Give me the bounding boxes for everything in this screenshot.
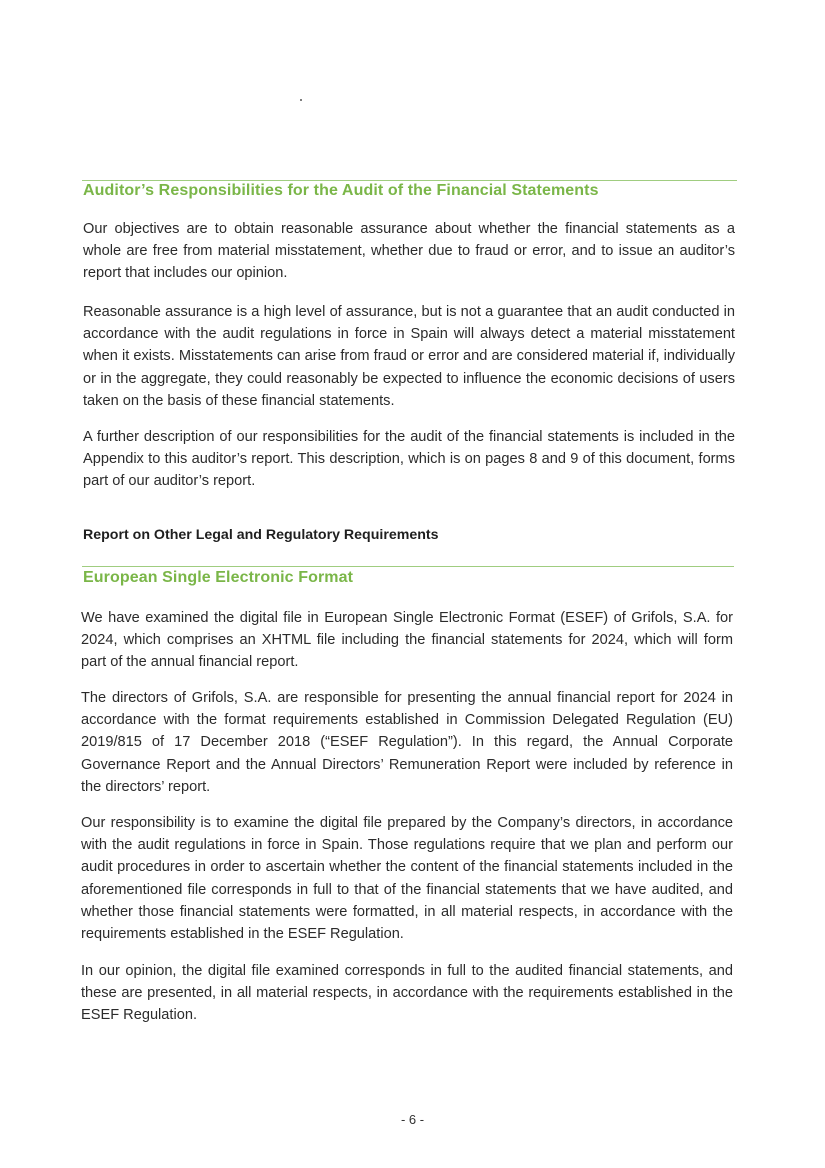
esef-paragraph-2: The directors of Grifols, S.A. are responsible for presenting the annual financial report for 2024 in accordance with the format requirements established in Commission Delegated Regulation (EU) 2019/815 of 17 December 2018 (“ESEF Regulation”). In this regard, the Annual Corporate Governance Report and the Annual Directors’ Remuneration Report were included by reference in the directors’ report.: [81, 690, 733, 795]
section-divider-esef: [82, 566, 734, 567]
section-divider-top: [82, 180, 737, 181]
esef-paragraph-3: Our responsibility is to examine the digital file prepared by the Company’s directors, in accordance with the audit regulations in force in Spain. Those regulations require that we plan and perform our audit procedures in order to ascertain whether the content of the financial statements included in the aforementioned file corresponds in full to that of the financial statements that we have audited, and whether those financial statements were formatted, in all material respects, in accordance with the requirements established in the ESEF Regulation.: [81, 815, 733, 943]
other-requirements-heading: Report on Other Legal and Regulatory Requirements: [83, 527, 439, 543]
scan-speck: [300, 99, 302, 101]
auditor-paragraph-3: A further description of our responsibilities for the audit of the financial statements is included in the Appendix to this auditor’s report. This description, which is on pages 8 and 9 of this document, forms part of our auditor’s report.: [83, 429, 735, 490]
esef-paragraph-1: We have examined the digital file in European Single Electronic Format (ESEF) of Grifols, S.A. for 2024, which comprises an XHTML file including the financial statements for 2024, which will form part of the annual financial report.: [81, 610, 733, 671]
esef-heading: European Single Electronic Format: [83, 569, 354, 586]
esef-paragraph-4: In our opinion, the digital file examined corresponds in full to the audited financial statements, and these are presented, in all material respects, in accordance with the requirements established in the ESEF Regulation.: [81, 963, 733, 1024]
auditor-responsibilities-heading: Auditor’s Responsibilities for the Audit of the Financial Statements: [83, 182, 599, 199]
page-number: - 6 -: [400, 1112, 425, 1127]
auditor-paragraph-1: Our objectives are to obtain reasonable assurance about whether the financial statements as a whole are free from material misstatement, whether due to fraud or error, and to issue an auditor’s report that includes our opinion.: [83, 221, 735, 282]
auditor-paragraph-2: Reasonable assurance is a high level of assurance, but is not a guarantee that an audit conducted in accordance with the audit regulations in force in Spain will always detect a material misstatement when it exists. Misstatements can arise from fraud or error and are considered material if, individually or in the aggregate, they could reasonably be expected to influence the economic decisions of users taken on the basis of these financial statements.: [83, 304, 735, 409]
